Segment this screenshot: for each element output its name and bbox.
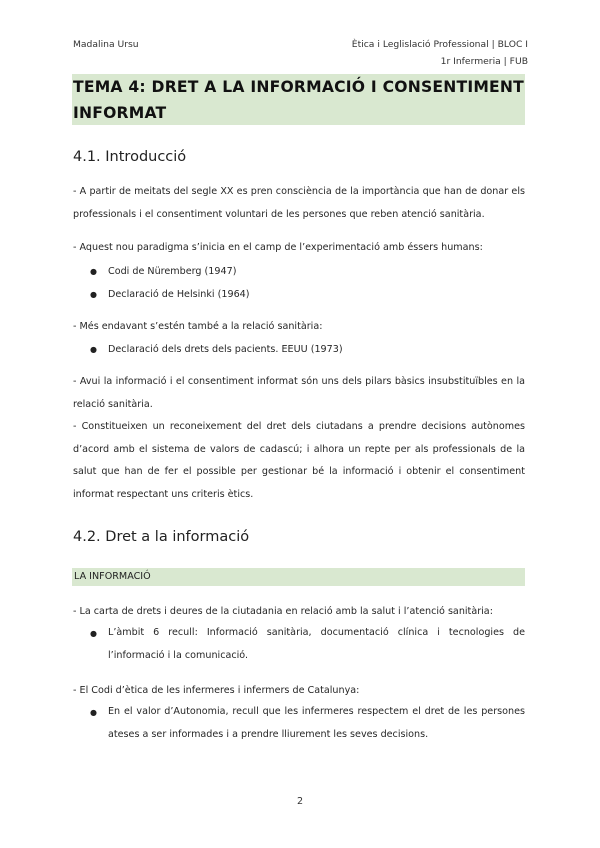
list-item-ambit-6: L’àmbit 6 recull: Informació sanitària, documentació clínica i tecnologies de l’informació i la comunicació. <box>108 627 525 661</box>
header-course-year: 1r Infermeria | FUB <box>440 56 528 67</box>
paragraph-intro-5: - Constitueixen un reconeixement del dret dels ciutadans a prendre decisions autònomes d’acord amb el sistema de valors de cadascú; i alhora un repte per als professionals de la salut que han de fer el possible per gestionar bé la informació i obtenir el consentiment informat respectant uns criteris ètics. <box>73 421 525 500</box>
page-title: TEMA 4: DRET A LA INFORMACIÓ I CONSENTIMENT INFORMAT <box>73 78 524 122</box>
list-item-helsinki: Declaració de Helsinki (1964) <box>108 289 250 300</box>
header-author: Madalina Ursu <box>73 39 139 50</box>
page-number: 2 <box>296 796 304 807</box>
paragraph-carta-drets: - La carta de drets i deures de la ciutadania en relació amb la salut i l’atenció sanitària: <box>73 606 493 617</box>
header-course-title: Ètica i Leglislació Professional | BLOC I <box>351 39 528 50</box>
paragraph-intro-2: - Aquest nou paradigma s’inicia en el camp de l’experimentació amb éssers humans: <box>73 242 483 253</box>
bullet-icon: ● <box>90 267 97 276</box>
list-item-declaracio-pacients: Declaració dels drets dels pacients. EEUU (1973) <box>108 344 343 355</box>
subheading-la-informacio: LA INFORMACIÓ <box>74 571 151 582</box>
paragraph-intro-1: - A partir de meitats del segle XX es pren consciència de la importància que han de donar els professionals i el consentiment voluntari de les persones que reben atenció sanitària. <box>73 186 525 220</box>
section-heading-dret-informacio: 4.2. Dret a la informació <box>73 529 250 545</box>
list-item-autonomia: En el valor d’Autonomia, recull que les infermeres respectem el dret de les persones ateses a ser informades i a prendre lliurement les seves decisions. <box>108 706 525 740</box>
list-item-nuremberg: Codi de Nüremberg (1947) <box>108 266 237 277</box>
paragraph-intro-3: - Més endavant s’estén també a la relació sanitària: <box>73 321 323 332</box>
paragraph-codi-etica: - El Codi d’ètica de les infermeres i infermers de Catalunya: <box>73 685 360 696</box>
bullet-icon: ● <box>90 708 97 717</box>
paragraph-intro-4: - Avui la informació i el consentiment informat són uns dels pilars bàsics insubstituïbles en la relació sanitària. <box>73 376 525 410</box>
bullet-icon: ● <box>90 345 97 354</box>
bullet-icon: ● <box>90 629 97 638</box>
bullet-icon: ● <box>90 290 97 299</box>
section-heading-introduccio: 4.1. Introducció <box>73 149 187 165</box>
